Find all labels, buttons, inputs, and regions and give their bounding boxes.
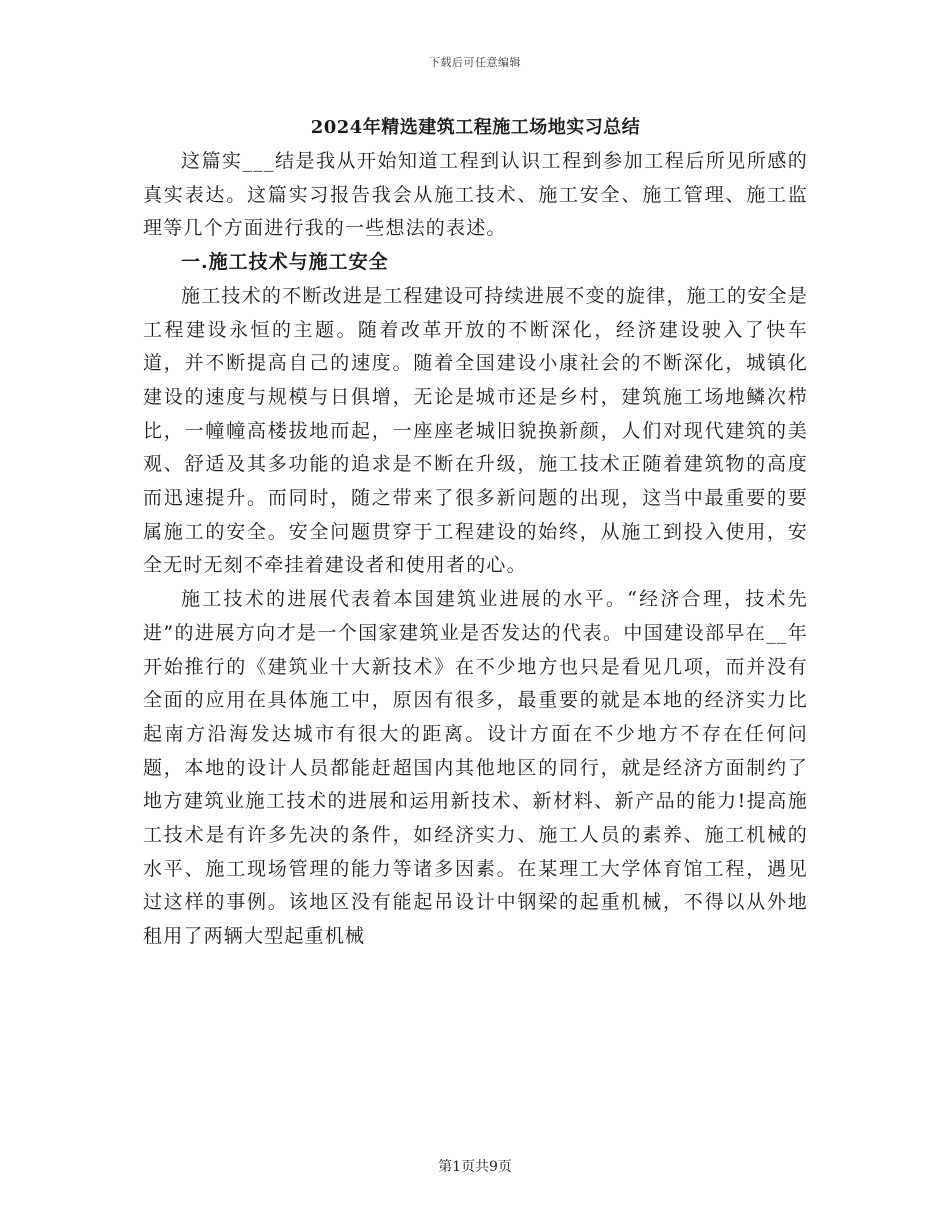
document-title: 2024年精选建筑工程施工场地实习总结 bbox=[310, 117, 641, 138]
section-paragraph-1: 施工技术的不断改进是工程建设可持续进展不变的旋律，施工的安全是工程建设永恒的主题。随着改革开放的不断深化，经济建设驶入了快车道，并不断提高自己的速度。随着全国建设小康社会的不断深化，城镇化建设的速度与规模与日俱增，无论是城市还是乡村，建筑施工场地鳞次栉比，一幢幢高楼拔地而起，一座座老城旧貌换新颜，人们对现代建筑的美观、舒适及其多功能的追求是不断在升级，施工技术正随着建筑物的高度而迅速提升。而同时，随之带来了很多新问题的出现，这当中最重要的要属施工的安全。安全问题贯穿于工程建设的始终，从施工到投入使用，安全无时无刻不牵挂着建设者和使用者的心。 bbox=[143, 284, 808, 577]
section-heading: 一.施工技术与施工安全 bbox=[181, 251, 389, 274]
intro-paragraph: 这篇实___结是我从开始知道工程到认识工程到参加工程后所见所感的真实表达。这篇实习报告我会从施工技术、施工安全、施工管理、施工监理等几个方面进行我的一些想法的表述。 bbox=[143, 150, 808, 240]
document-body bbox=[143, 113, 808, 954]
page-number: 第1页共9页 bbox=[438, 1159, 512, 1175]
section-paragraph-2: 施工技术的进展代表着本国建筑业进展的水平。“经济合理，技术先进”的进展方向才是一个国家建筑业是否发达的代表。中国建设部早在__年开始推行的《建筑业十大新技术》在不少地方也只是看见几项，而并没有全面的应用在具体施工中，原因有很多，最重要的就是本地的经济实力比起南方沿海发达城市有很大的距离。设计方面在不少地方不存在任何问题，本地的设计人员都能赶超国内其他地区的同行，就是经济方面制约了地方建筑业施工技术的进展和运用新技术、新材料、新产品的能力!提高施工技术是有许多先决的条件，如经济实力、施工人员的素养、施工机械的水平、施工现场管理的能力等诸多因素。在某理工大学体育馆工程，遇见过这样的事例。该地区没有能起吊设计中钢梁的起重机械，不得以从外地租用了两辆大型起重机械 bbox=[143, 588, 808, 948]
page-header-note: 下载后可任意编辑 bbox=[429, 56, 521, 69]
